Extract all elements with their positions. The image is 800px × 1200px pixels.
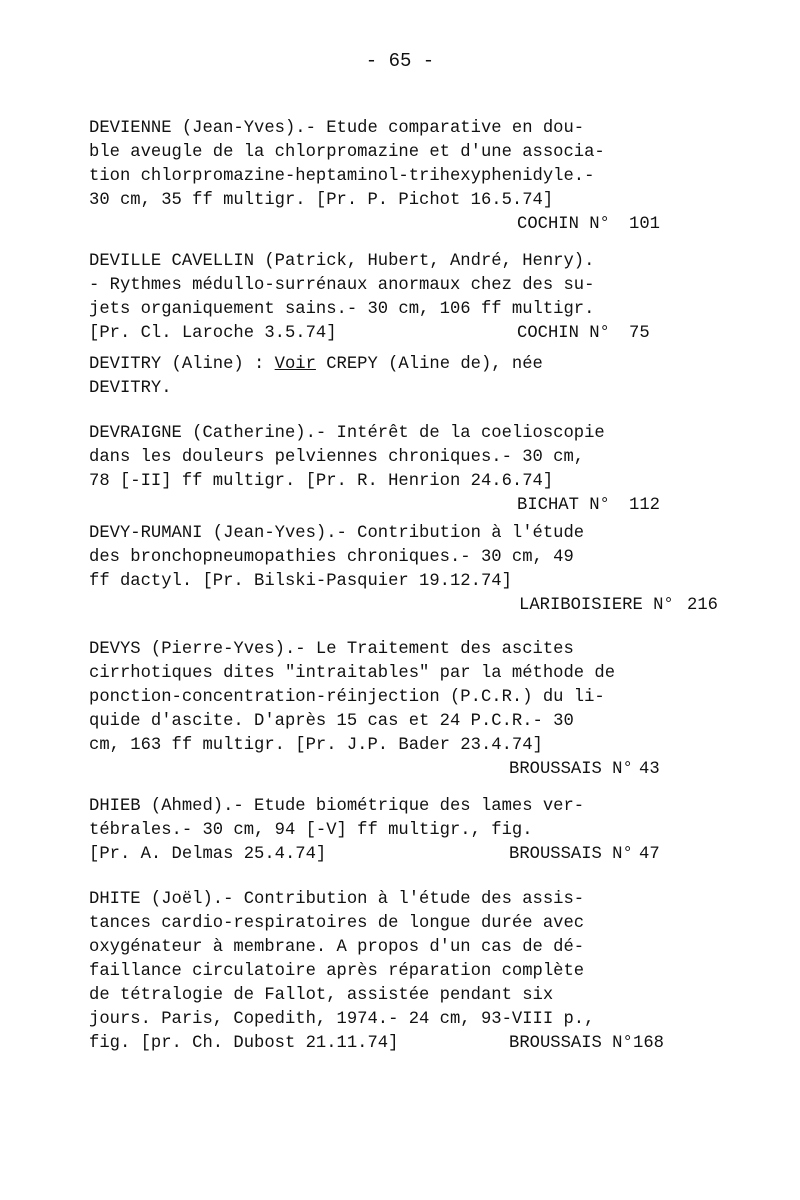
bibliographic-entry xyxy=(89,888,729,1056)
entry-line: DEVYS (Pierre-Yves).- Le Traitement des ascites xyxy=(89,640,574,659)
entry-line xyxy=(89,353,729,377)
bibliographic-entry xyxy=(89,250,729,346)
entry-line: ble aveugle de la chlorpromazine et d'une associa- xyxy=(89,143,605,162)
entry-line: DHIEB (Ahmed).- Etude biométrique des lames ver- xyxy=(89,797,585,816)
library-call-number: 216 xyxy=(687,596,718,615)
library-call-number: 47 xyxy=(639,845,660,864)
library-call-label: BROUSSAIS N° xyxy=(509,845,633,864)
library-call-label: BICHAT N° xyxy=(517,496,610,515)
library-call-label: COCHIN N° xyxy=(517,324,610,343)
library-call-number: 101 xyxy=(629,215,660,234)
cross-reference-entry xyxy=(89,353,729,401)
entry-line: DEVITRY. xyxy=(89,379,172,398)
entry-line: quide d'ascite. D'après 15 cas et 24 P.C.R.- 30 xyxy=(89,712,574,731)
entry-line: de tétralogie de Fallot, assistée pendant six xyxy=(89,986,554,1005)
library-call-number: 168 xyxy=(633,1034,664,1053)
entry-line: jets organiquement sains.- 30 cm, 106 ff multigr. xyxy=(89,300,595,319)
entry-line: fig. [pr. Ch. Dubost 21.11.74] xyxy=(89,1034,399,1053)
library-call-number: 43 xyxy=(639,760,660,779)
bibliographic-entry xyxy=(89,522,729,618)
bibliographic-entry xyxy=(89,795,729,867)
bibliographic-entry xyxy=(89,638,729,782)
entry-line: tion chlorpromazine-heptaminol-trihexyphenidyle.- xyxy=(89,167,595,186)
library-call-label: BROUSSAIS N° xyxy=(509,760,633,779)
call-number-line xyxy=(89,494,729,518)
see-reference-link[interactable]: Voir xyxy=(274,355,316,374)
library-call-label: LARIBOISIERE N° xyxy=(519,596,674,615)
entry-line: DEVILLE CAVELLIN (Patrick, Hubert, André, Henry). xyxy=(89,252,595,271)
entry-line: dans les douleurs pelviennes chroniques.- 30 cm, xyxy=(89,448,585,467)
entry-line: cirrhotiques dites "intraitables" par la méthode de xyxy=(89,664,616,683)
entry-line: ponction-concentration-réinjection (P.C.R.) du li- xyxy=(89,688,605,707)
library-call-number: 75 xyxy=(629,324,650,343)
bibliographic-entry xyxy=(89,422,729,518)
entry-line: ff dactyl. [Pr. Bilski-Pasquier 19.12.74] xyxy=(89,572,512,591)
entry-line: tances cardio-respiratoires de longue durée avec xyxy=(89,914,585,933)
entry-line: faillance circulatoire après réparation complète xyxy=(89,962,585,981)
call-number-line xyxy=(89,213,729,237)
entry-line: tébrales.- 30 cm, 94 [-V] ff multigr., fig. xyxy=(89,821,533,840)
call-number-line xyxy=(89,843,729,867)
call-number-line xyxy=(89,322,729,346)
entry-line: DEVY-RUMANI (Jean-Yves).- Contribution à l'étude xyxy=(89,524,585,543)
entry-line: [Pr. A. Delmas 25.4.74] xyxy=(89,845,327,864)
page-number: - 65 - xyxy=(365,50,435,72)
library-call-label: BROUSSAIS N° xyxy=(509,1034,633,1053)
entry-line: DEVIENNE (Jean-Yves).- Etude comparative en dou- xyxy=(89,119,585,138)
entry-text: DEVITRY (Aline) : xyxy=(89,355,275,374)
entry-line: 78 [-II] ff multigr. [Pr. R. Henrion 24.6.74] xyxy=(89,472,554,491)
entry-line: 30 cm, 35 ff multigr. [Pr. P. Pichot 16.5.74] xyxy=(89,191,554,210)
entry-text: CREPY (Aline de), née xyxy=(315,355,543,374)
entry-line: - Rythmes médullo-surrénaux anormaux chez des su- xyxy=(89,276,595,295)
bibliographic-entry xyxy=(89,117,729,237)
entry-line: oxygénateur à membrane. A propos d'un cas de dé- xyxy=(89,938,585,957)
entry-line: cm, 163 ff multigr. [Pr. J.P. Bader 23.4.74] xyxy=(89,736,543,755)
entry-line: DHITE (Joël).- Contribution à l'étude des assis- xyxy=(89,890,585,909)
library-call-label: COCHIN N° xyxy=(517,215,610,234)
library-call-number: 112 xyxy=(629,496,660,515)
call-number-line xyxy=(89,594,729,618)
entry-line: jours. Paris, Copedith, 1974.- 24 cm, 93-VIII p., xyxy=(89,1010,595,1029)
call-number-line xyxy=(89,758,729,782)
entry-line: [Pr. Cl. Laroche 3.5.74] xyxy=(89,324,337,343)
call-number-line xyxy=(89,1032,729,1056)
entry-line: des bronchopneumopathies chroniques.- 30 cm, 49 xyxy=(89,548,574,567)
entry-line: DEVRAIGNE (Catherine).- Intérêt de la coelioscopie xyxy=(89,424,605,443)
